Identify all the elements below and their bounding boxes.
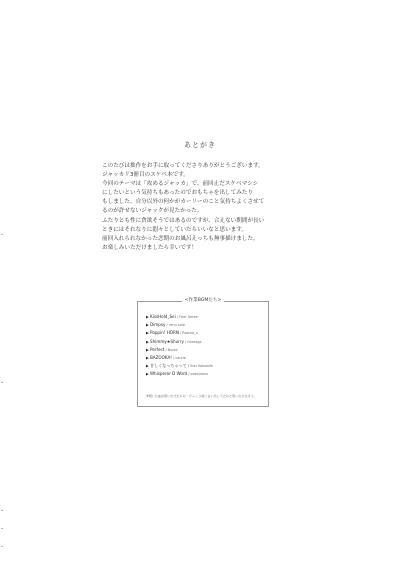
play-arrow-icon: ▶ — [146, 323, 149, 328]
bgm-artist: / carcle — [171, 355, 186, 360]
afterword-line: 今回のテーマは「攻めるジャッカ」で、前回止だスケベマシシ — [102, 181, 259, 188]
bgm-song: Poppin! HORN — [150, 330, 179, 336]
bgm-list — [146, 313, 264, 379]
page-edge-mark — [1, 234, 3, 235]
afterword-line: ときにはそれなりに悶々としていたらいいなと思います。 — [102, 226, 247, 233]
bgm-list-item — [146, 329, 264, 337]
bgm-list-item — [146, 338, 264, 346]
bgm-song: Dimpsy — [150, 322, 166, 328]
play-arrow-icon: ▶ — [146, 355, 149, 360]
bgm-song: Perfect — [150, 346, 165, 352]
bgm-artist: / pees/sesu — [187, 372, 209, 377]
bgm-box — [137, 298, 269, 407]
bgm-song: BAZOOKA! — [150, 354, 172, 360]
bgm-title-text: <作業BGMたち> — [182, 298, 225, 303]
play-arrow-icon: ▶ — [146, 315, 149, 319]
bgm-list-item — [146, 370, 264, 378]
page-edge-mark — [1, 528, 3, 529]
play-arrow-icon: ▶ — [146, 339, 149, 344]
afterword-title: あとがき — [184, 141, 216, 149]
afterword-line: にしたいという気持ちもあったのでおもちゃを出してみたり — [102, 190, 253, 197]
bgm-song: Whisperer D Word — [150, 371, 188, 377]
bgm-note: ※聞いた曲が思い出せたもの・けっこう前に言い出してたのと思い出せなそう。 — [146, 394, 257, 398]
afterword-line: お楽しみいただけましたら幸いです！ — [102, 244, 198, 251]
play-arrow-icon: ▶ — [146, 347, 149, 352]
bgm-list-item — [146, 321, 264, 329]
page-edge-mark — [1, 546, 3, 547]
bgm-artist: / Sier Kokaalle — [186, 364, 213, 369]
bgm-song: KissHold_Sei — [150, 314, 176, 319]
afterword-line: るのが許せないジャックが見たかった。 — [102, 208, 203, 215]
bgm-list-item — [146, 354, 264, 362]
afterword-line: 前回入れられなかった恋期のお風呂えっちも無事描けました。 — [102, 235, 259, 242]
play-arrow-icon: ▶ — [146, 364, 149, 369]
afterword-body — [102, 162, 302, 253]
afterword-line: ふたりとも性に貪欲そうではあるのですが、合えない期間が長い — [102, 217, 265, 224]
page-edge-mark — [1, 382, 3, 383]
bgm-artist: / Rosma_s — [178, 331, 198, 336]
play-arrow-icon: ▶ — [146, 372, 149, 377]
bgm-artist: / Nsuie — [164, 347, 178, 352]
bgm-artist: / Fear Seree — [175, 315, 198, 319]
bgm-artist: / renu sale — [165, 323, 186, 328]
page-edge-mark — [1, 510, 3, 511]
bgm-title — [138, 298, 268, 304]
afterword-line: もしました。自分以外の何かがカーリーのこと気持ちよくさせて — [102, 199, 265, 206]
bgm-list-item — [146, 313, 264, 321]
bgm-list-item — [146, 362, 264, 370]
bgm-artist: / Greesgs — [183, 339, 202, 344]
afterword-line: ジャッカリ3冊目のスケベ本です。 — [102, 172, 189, 179]
bgm-list-item — [146, 346, 264, 354]
play-arrow-icon: ▶ — [146, 331, 149, 336]
bgm-song: 甘しくなっちゃって — [150, 363, 187, 369]
bgm-song: Shimmy★Shurry — [150, 338, 184, 344]
afterword-line: このたびは拙作をお手に取ってくださりありがとうございます。 — [102, 163, 264, 169]
